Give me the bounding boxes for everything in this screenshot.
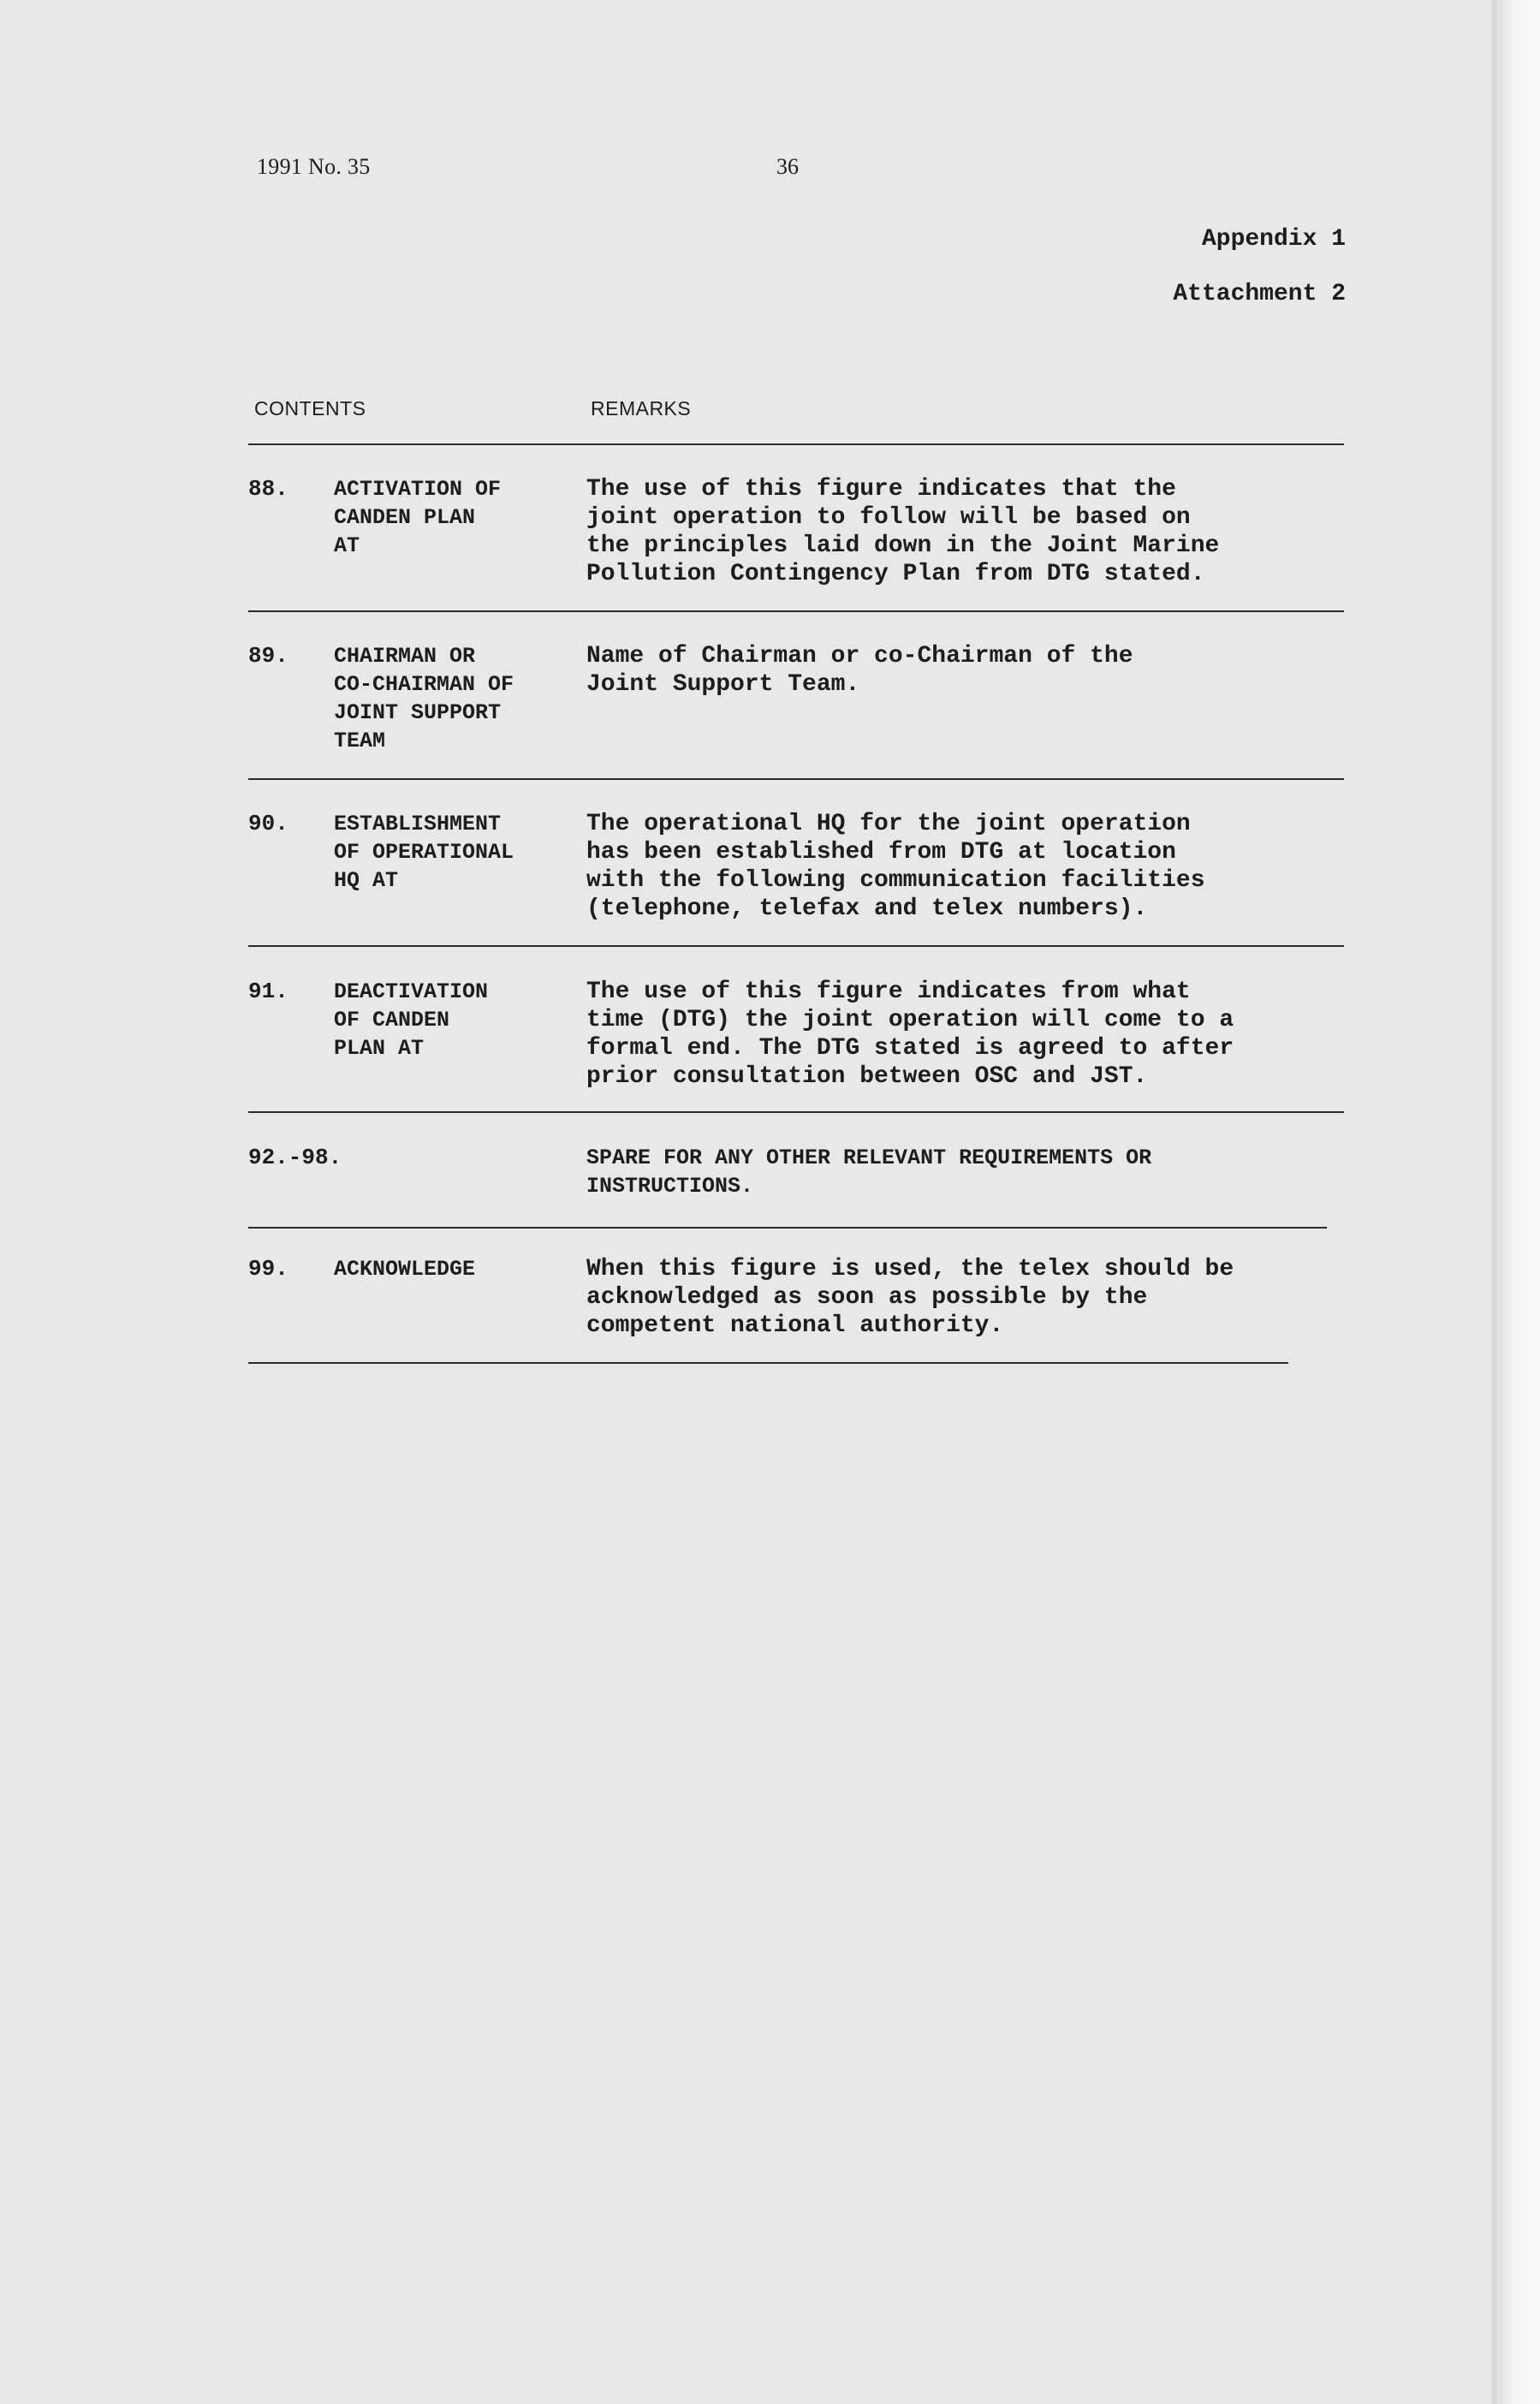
row-remark: When this figure is used, the telex should be acknowledged as soon as possible by the competent national authority. <box>586 1256 1234 1339</box>
page-number: 36 <box>776 154 799 179</box>
row-number: 90. <box>248 811 288 836</box>
table-divider <box>248 1227 1327 1229</box>
row-remark: Name of Chairman or co-Chairman of the Joint Support Team. <box>586 643 1133 698</box>
row-number: 91. <box>248 979 288 1004</box>
row-remark: The operational HQ for the joint operation has been established from DTG at location with the following communication facilities (telephone, telefax and telex numbers). <box>586 811 1205 922</box>
row-number: 88. <box>248 476 288 502</box>
column-header-remarks: REMARKS <box>591 397 692 420</box>
table-divider <box>248 945 1344 947</box>
row-label: CHAIRMAN OR CO-CHAIRMAN OF JOINT SUPPORT TEAM <box>334 644 514 753</box>
page-edge-shadow <box>1492 0 1540 2404</box>
row-number: 99. <box>248 1256 288 1282</box>
attachment-heading: Attachment 2 <box>1173 281 1346 307</box>
table-divider <box>248 1111 1344 1113</box>
row-label: ACKNOWLEDGE <box>334 1257 476 1282</box>
row-number: 89. <box>248 643 288 669</box>
row-number: 92.-98. <box>248 1145 342 1170</box>
row-label: DEACTIVATION OF CANDEN PLAN AT <box>334 979 489 1061</box>
table-divider <box>248 1362 1288 1364</box>
table-divider <box>248 778 1344 780</box>
row-label: ESTABLISHMENT OF OPERATIONAL HQ AT <box>334 812 514 893</box>
document-reference: 1991 No. 35 <box>257 154 371 179</box>
table-divider <box>248 443 1344 445</box>
row-remark: The use of this figure indicates from what time (DTG) the joint operation will come to a formal end. The DTG stated is agreed to after prior consultation between OSC and JST. <box>586 979 1234 1090</box>
row-remark: SPARE FOR ANY OTHER RELEVANT REQUIREMENTS OR INSTRUCTIONS. <box>586 1145 1152 1199</box>
appendix-heading: Appendix 1 <box>1201 226 1346 253</box>
table-divider <box>248 610 1344 612</box>
row-label: ACTIVATION OF CANDEN PLAN AT <box>334 477 502 558</box>
row-remark: The use of this figure indicates that the joint operation to follow will be based on the principles laid down in the Joint Marine Pollution Contingency Plan from DTG stated. <box>586 476 1220 587</box>
column-header-contents: CONTENTS <box>254 397 366 420</box>
